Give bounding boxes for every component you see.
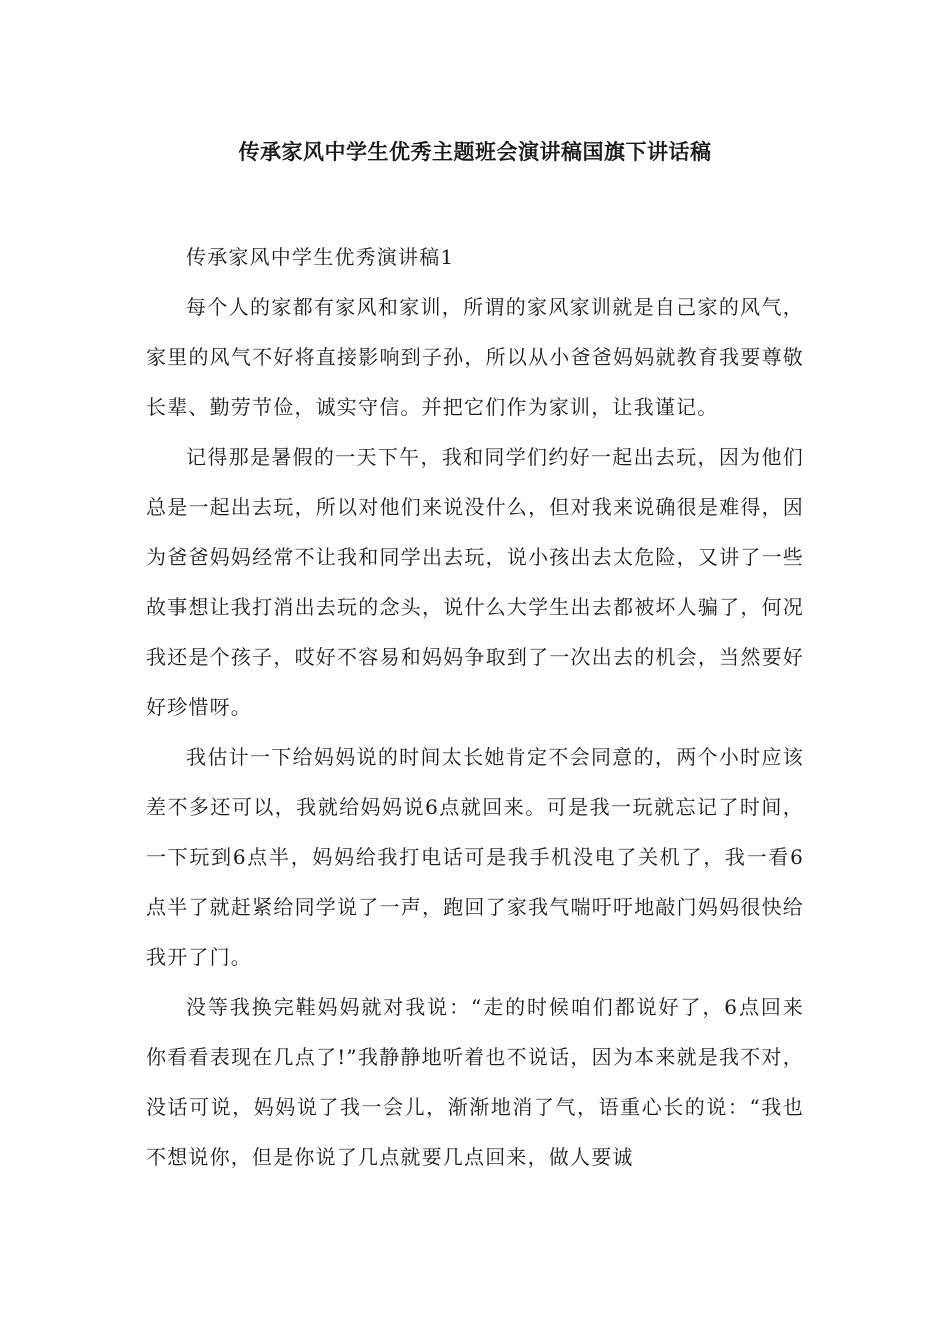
paragraph: 记得那是暑假的一天下午，我和同学们约好一起出去玩，因为他们总是一起出去玩，所以对他们来说没什么，但对我来说确很是难得，因为爸爸妈妈经常不让我和同学出去玩，说小孩出去太危险，又讲了一些故事想让我打消出去玩的念头，说什么大学生出去都被坏人骗了，何况我还是个孩子，哎好不容易和妈妈争取到了一次出去的机会，当然要好好珍惜呀。 xyxy=(146,445,804,719)
document-body xyxy=(146,232,804,1182)
section-heading: 传承家风中学生优秀演讲稿1 xyxy=(186,245,455,269)
paragraph: 没等我换完鞋妈妈就对我说：“走的时候咱们都说好了，6点回来你看看表现在几点了!”我静静地听着也不说话，因为本来就是我不对，没话可说，妈妈说了我一会儿，渐渐地消了气，语重心长的说：“我也不想说你，但是你说了几点就要几点回来，做人要诚 xyxy=(146,995,804,1169)
paragraph: 我估计一下给妈妈说的时间太长她肯定不会同意的，两个小时应该差不多还可以，我就给妈妈说6点就回来。可是我一玩就忘记了时间，一下玩到6点半，妈妈给我打电话可是我手机没电了关机了，我一看6点半了就赶紧给同学说了一声，跑回了家我气喘吁吁地敲门妈妈很快给我开了门。 xyxy=(146,745,804,969)
paragraph: 每个人的家都有家风和家训，所谓的家风家训就是自己家的风气，家里的风气不好将直接影响到子孙，所以从小爸爸妈妈就教育我要尊敬长辈、勤劳节俭，诚实守信。并把它们作为家训，让我谨记。 xyxy=(146,295,804,419)
document-title: 传承家风中学生优秀主题班会演讲稿国旗下讲话稿 xyxy=(238,140,712,164)
